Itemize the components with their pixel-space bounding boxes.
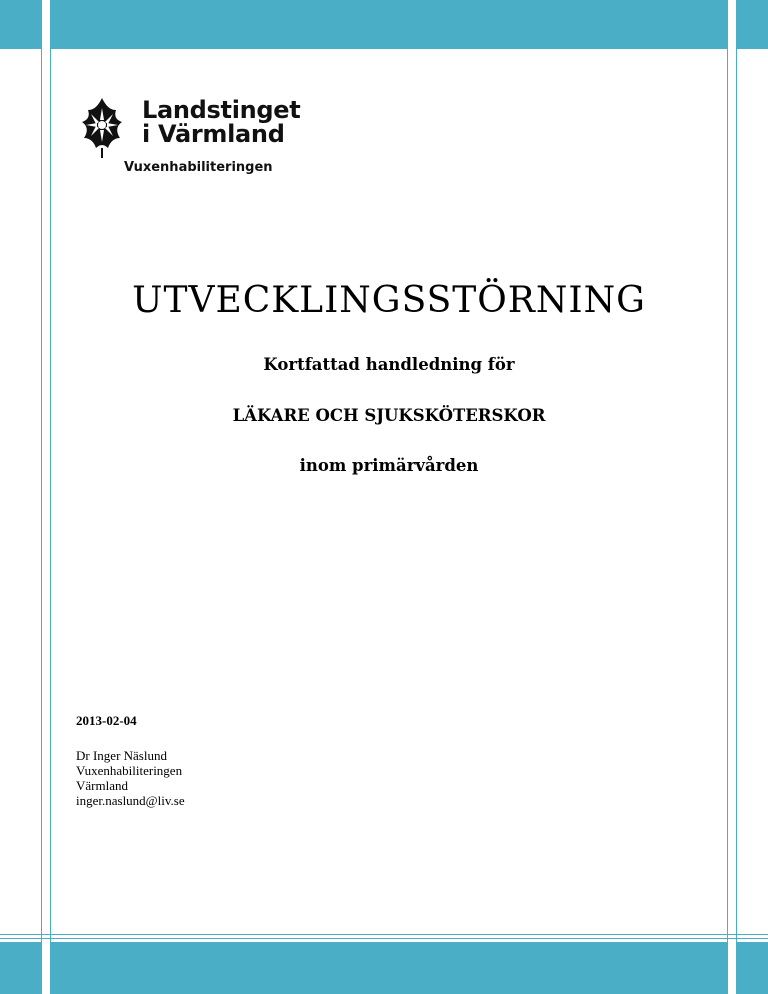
author-email[interactable]: inger.naslund@liv.se [76, 793, 185, 808]
header-band-left [0, 0, 42, 49]
header-band-center [50, 0, 728, 49]
document-scope: inom primärvården [299, 456, 479, 475]
frame-line [727, 0, 728, 994]
frame-divider [0, 934, 768, 935]
organization-name-line-1: Landstinget [142, 96, 301, 124]
organization-name [142, 98, 300, 146]
document-date: 2013-02-04 [76, 713, 137, 728]
author-name: Dr Inger Näslund [76, 748, 167, 763]
frame-line [41, 0, 42, 994]
frame-line [736, 0, 737, 994]
document-subtitle: Kortfattad handledning för [263, 355, 515, 374]
frame-line [50, 0, 51, 994]
author-region: Värmland [76, 778, 128, 793]
frame-divider [0, 938, 768, 939]
star-flower-logo-icon [70, 96, 134, 160]
footer-band-right [736, 942, 768, 994]
document-title: UTVECKLINGSSTÖRNING [132, 280, 646, 321]
header-band-right [736, 0, 768, 49]
organization-unit: Vuxenhabiliteringen [124, 160, 273, 175]
footer-band-left [0, 942, 42, 994]
organization-name-line-2: i Värmland [142, 120, 285, 148]
footer-band-center [50, 942, 728, 994]
organization-logo [70, 96, 310, 176]
author-block [76, 748, 185, 808]
document-audience: LÄKARE OCH SJUKSKÖTERSKOR [232, 406, 546, 425]
author-organization: Vuxenhabiliteringen [76, 763, 183, 778]
